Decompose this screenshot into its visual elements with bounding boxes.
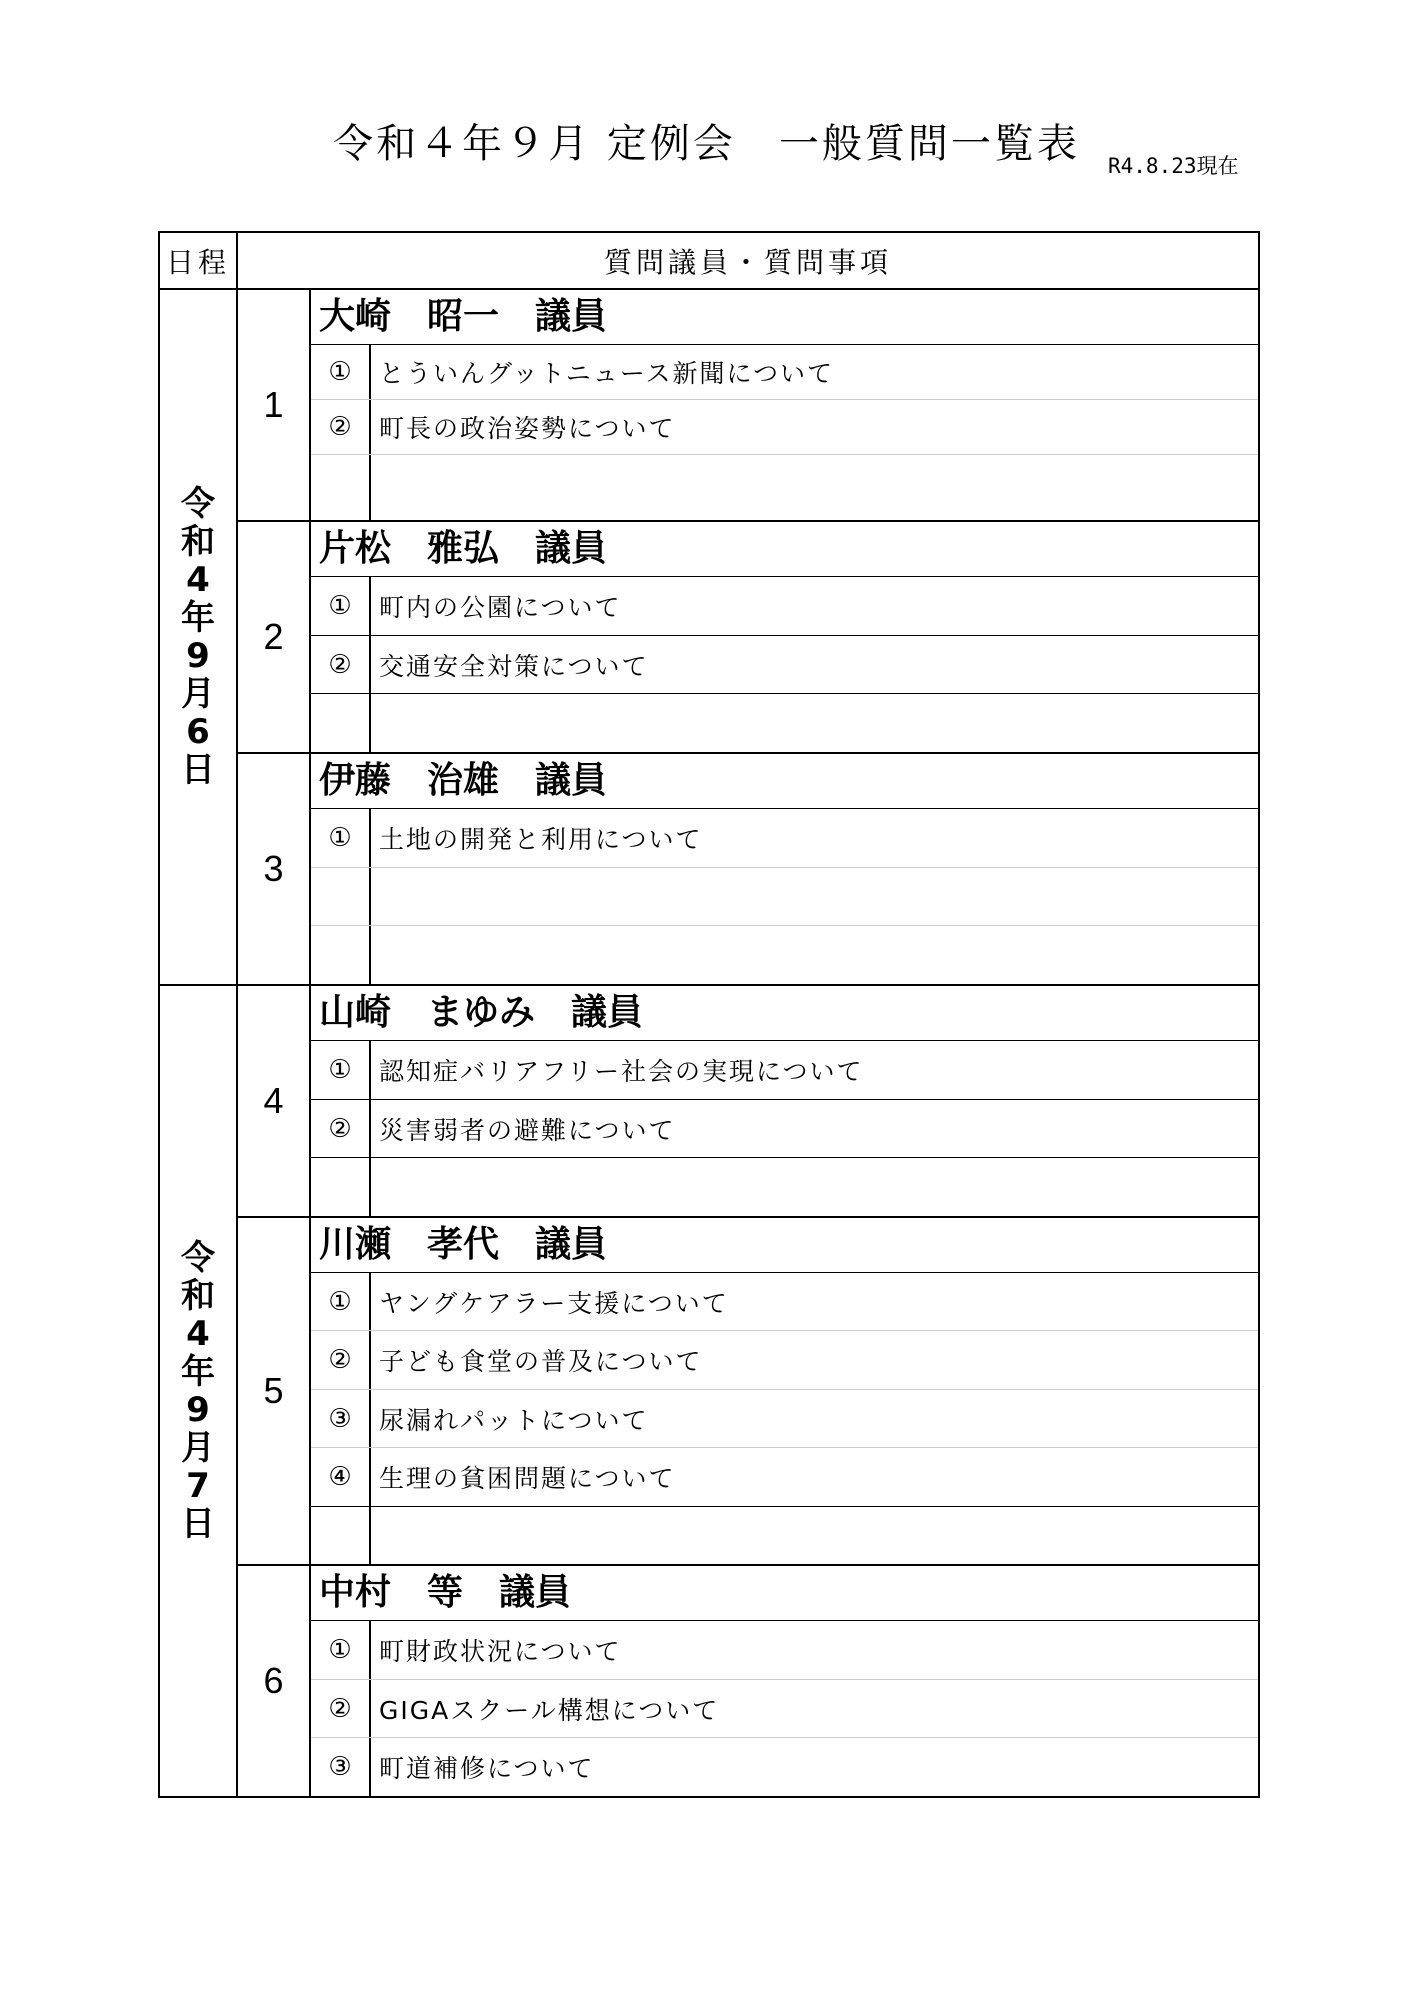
member-name: 大崎 昭一 議員 bbox=[311, 290, 1258, 345]
member-name: 片松 雅弘 議員 bbox=[311, 522, 1258, 577]
member-row-6 bbox=[159, 1565, 1259, 1797]
question-item: 町道補修について bbox=[379, 1754, 595, 1784]
item-mark-empty bbox=[311, 1507, 371, 1564]
question-item: 尿漏れパットについて bbox=[379, 1405, 649, 1435]
item-mark-empty bbox=[311, 868, 371, 926]
item-mark: ② bbox=[311, 1331, 371, 1388]
date-day-2: 令 和 4 年 9 月 7 日 bbox=[159, 985, 237, 1797]
schedule-table bbox=[158, 231, 1260, 1798]
member-number: 4 bbox=[237, 985, 310, 1217]
question-item: ヤングケアラー支援について bbox=[379, 1288, 729, 1318]
member-name: 中村 等 議員 bbox=[311, 1566, 1258, 1621]
member-number: 3 bbox=[237, 753, 310, 985]
question-item: 町内の公園について bbox=[379, 592, 622, 622]
member-name: 伊藤 治雄 議員 bbox=[311, 754, 1258, 809]
member-row-1 bbox=[159, 289, 1259, 521]
item-mark-empty bbox=[311, 926, 371, 984]
member-name: 川瀬 孝代 議員 bbox=[311, 1218, 1258, 1273]
item-mark: ① bbox=[311, 345, 371, 399]
question-item: 町財政状況について bbox=[379, 1636, 622, 1666]
member-row-5 bbox=[159, 1217, 1259, 1565]
header-questions: 質問議員・質問事項 bbox=[237, 232, 1259, 289]
table-header-row bbox=[159, 232, 1259, 289]
item-mark: ② bbox=[311, 1100, 371, 1158]
question-item: 子ども食堂の普及について bbox=[379, 1347, 703, 1377]
question-item: とういんグットニュース新聞について bbox=[379, 359, 835, 389]
item-mark: ① bbox=[311, 1041, 371, 1099]
item-mark-empty bbox=[311, 1158, 371, 1216]
question-item: 災害弱者の避難について bbox=[379, 1115, 676, 1145]
question-item: 認知症バリアフリー社会の実現について bbox=[379, 1056, 864, 1086]
item-mark: ① bbox=[311, 1621, 371, 1679]
item-mark: ② bbox=[311, 636, 371, 694]
item-mark-empty bbox=[311, 694, 371, 752]
item-mark: ③ bbox=[311, 1390, 371, 1447]
header-schedule: 日程 bbox=[159, 232, 237, 289]
item-mark: ② bbox=[311, 400, 371, 454]
member-number: 5 bbox=[237, 1217, 310, 1565]
member-row-3 bbox=[159, 753, 1259, 985]
member-number: 1 bbox=[237, 289, 310, 521]
page-title: 令和４年９月 定例会 一般質問一覧表 bbox=[333, 121, 1080, 167]
as-of-date: R4.8.23現在 bbox=[1108, 154, 1239, 178]
item-mark: ① bbox=[311, 809, 371, 867]
member-row-2 bbox=[159, 521, 1259, 753]
question-item: GIGAスクール構想について bbox=[379, 1695, 720, 1725]
question-item: 交通安全対策について bbox=[379, 651, 649, 681]
member-number: 6 bbox=[237, 1565, 310, 1797]
question-item: 土地の開発と利用について bbox=[379, 824, 703, 854]
item-mark: ② bbox=[311, 1680, 371, 1738]
date-day-1: 令 和 4 年 9 月 6 日 bbox=[159, 289, 237, 985]
question-item: 生理の貧困問題について bbox=[379, 1463, 676, 1493]
item-mark: ① bbox=[311, 1273, 371, 1330]
member-number: 2 bbox=[237, 521, 310, 753]
item-mark-empty bbox=[311, 455, 371, 520]
item-mark: ④ bbox=[311, 1448, 371, 1505]
member-name: 山崎 まゆみ 議員 bbox=[311, 986, 1258, 1041]
question-item: 町長の政治姿勢について bbox=[379, 414, 676, 444]
item-mark: ③ bbox=[311, 1738, 371, 1796]
item-mark: ① bbox=[311, 577, 371, 635]
member-row-4 bbox=[159, 985, 1259, 1217]
